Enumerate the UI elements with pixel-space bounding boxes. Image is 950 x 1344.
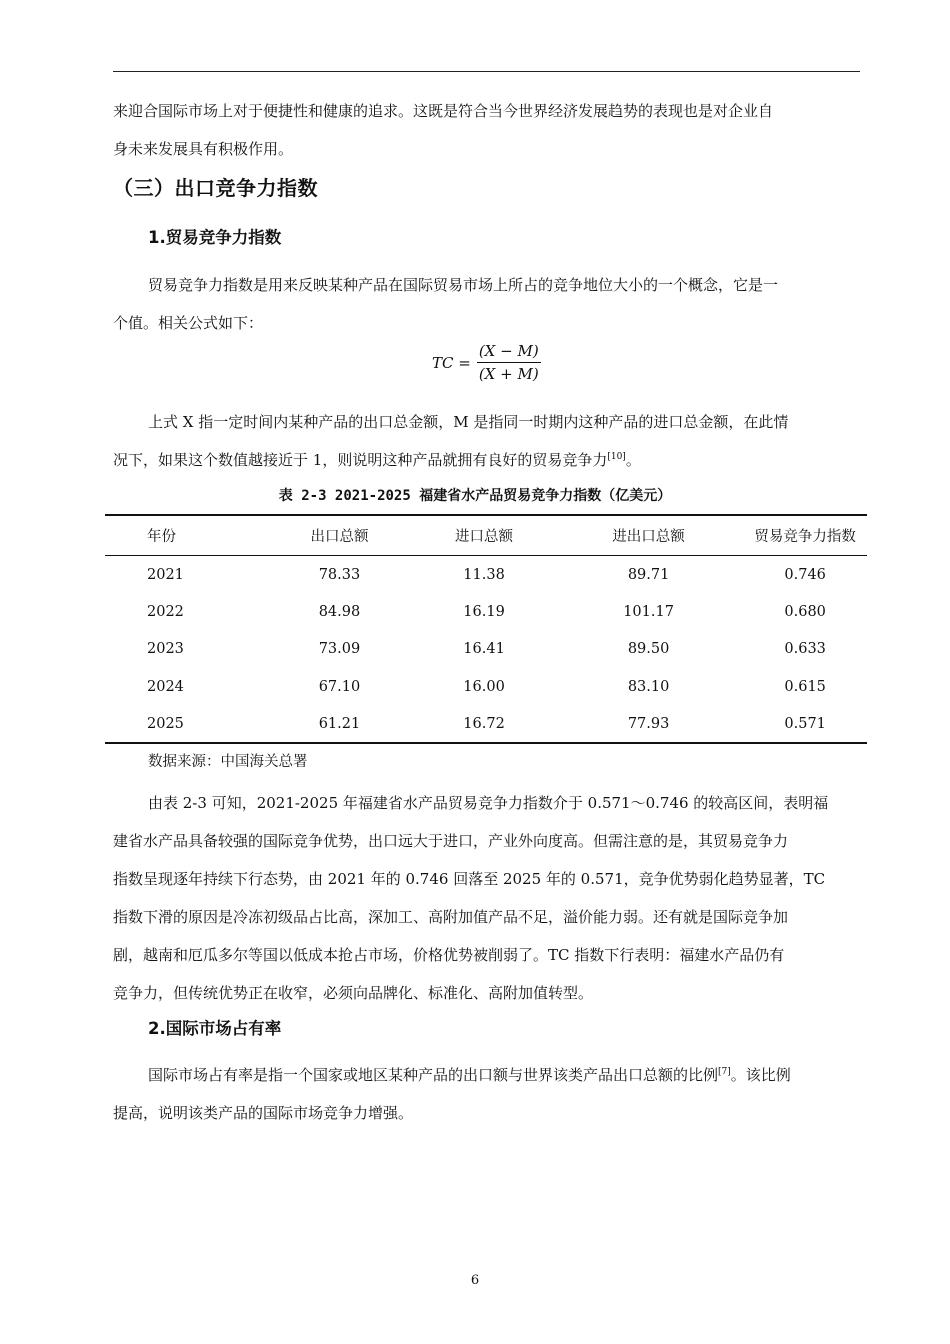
market-share-line-1-text: 国际市场占有率是指一个国家或地区某种产品的出口额与世界该类产品出口总额的比例 (148, 1066, 719, 1084)
cell-tc: 0.615 (784, 678, 826, 695)
analysis-line-4: 指数下滑的原因是冷冻初级品占比高，深加工、高附加值产品不足，溢价能力弱。还有就是国际竞争加 (113, 908, 789, 926)
cell-import: 11.38 (463, 566, 505, 583)
formula-explanation-line-2-text: 况下，如果这个数值越接近于 1，则说明这种产品就拥有良好的贸易竞争力 (113, 451, 608, 469)
header-export-total: 出口总额 (310, 529, 369, 545)
formula-explanation-paragraph (113, 403, 860, 479)
cell-export: 61.21 (318, 715, 361, 732)
table-header-row (105, 515, 867, 556)
cell-year: 2021 (147, 566, 184, 583)
intro-paragraph (113, 92, 860, 168)
cell-export: 84.98 (318, 603, 361, 620)
cell-import: 16.19 (463, 603, 505, 620)
cell-export: 78.33 (318, 566, 361, 583)
analysis-paragraph (113, 784, 860, 1012)
cell-tc: 0.571 (784, 715, 826, 732)
trade-competitiveness-table (105, 514, 867, 744)
cell-total: 83.10 (627, 678, 670, 695)
section-heading: （三）出口竞争力指数 (113, 176, 318, 200)
cell-total: 89.50 (627, 641, 670, 658)
market-share-line-1 (113, 1056, 860, 1094)
cell-import: 16.72 (463, 715, 505, 732)
cell-year: 2022 (147, 603, 184, 620)
table-row (105, 631, 867, 668)
header-trade-total: 进出口总额 (612, 529, 685, 545)
table-row (105, 556, 867, 594)
analysis-line-2: 建省水产品具备较强的国际竞争优势，出口远大于进口，产业外向度高。但需注意的是，其贸易竞争力 (113, 832, 789, 850)
intro-line-1: 来迎合国际市场上对于便捷性和健康的追求。这既是符合当今世界经济发展趋势的表现也是对企业自 (113, 102, 774, 120)
cell-year: 2024 (147, 678, 184, 695)
subsection-heading-trade-competitiveness: 1.贸易竞争力指数 (148, 228, 282, 247)
formula-explanation-line-2 (113, 441, 860, 479)
formula-fraction (477, 340, 541, 385)
tc-definition-paragraph (113, 266, 860, 342)
header-import-total: 进口总额 (455, 529, 514, 545)
cell-tc: 0.680 (784, 603, 826, 620)
cell-import: 16.41 (463, 641, 505, 658)
page-number: 6 (470, 1273, 480, 1288)
market-share-line-2: 提高，说明该类产品的国际市场竞争力增强。 (113, 1104, 414, 1122)
table-row (105, 668, 867, 705)
table-caption: 表 2-3 2021-2025 福建省水产品贸易竞争力指数（亿美元） (278, 488, 672, 504)
analysis-line-5: 剧，越南和厄瓜多尔等国以低成本抢占市场，价格优势被削弱了。TC 指数下行表明：福建水产品仍有 (113, 946, 785, 964)
cell-import: 16.00 (463, 678, 505, 695)
header-rule (113, 71, 860, 72)
cell-total: 89.71 (627, 566, 670, 583)
tc-formula (432, 340, 541, 385)
table-row (105, 593, 867, 630)
header-tc-index: 贸易竞争力指数 (754, 529, 856, 545)
tc-definition-line-2: 个值。相关公式如下： (113, 314, 264, 332)
citation-ref-10: [10] (607, 452, 626, 462)
analysis-line-1: 由表 2-3 可知，2021-2025 年福建省水产品贸易竞争力指数介于 0.571～0.746 的较高区间，表明福 (148, 794, 829, 812)
market-share-paragraph (113, 1056, 860, 1132)
cell-year: 2025 (147, 715, 184, 732)
cell-export: 67.10 (318, 678, 361, 695)
formula-denominator: (X + M) (478, 365, 539, 383)
cell-total: 77.93 (627, 715, 670, 732)
market-share-line-1-end: 。该比例 (730, 1066, 791, 1084)
header-year: 年份 (147, 529, 176, 545)
formula-explanation-line-2-end: 。 (625, 451, 641, 469)
formula-numerator: (X − M) (477, 340, 541, 363)
cell-tc: 0.633 (784, 641, 826, 658)
analysis-line-3: 指数呈现逐年持续下行态势，由 2021 年的 0.746 回落至 2025 年的 0.571，竞争优势弱化趋势显著，TC (113, 870, 826, 888)
formula-lhs: TC = (432, 353, 471, 372)
intro-line-2: 身未来发展具有积极作用。 (113, 140, 294, 158)
analysis-line-6: 竞争力，但传统优势正在收窄，必须向品牌化、标准化、高附加值转型。 (113, 984, 594, 1002)
subsection-heading-market-share: 2.国际市场占有率 (148, 1019, 282, 1038)
cell-year: 2023 (147, 641, 184, 658)
cell-tc: 0.746 (784, 566, 826, 583)
cell-export: 73.09 (318, 641, 361, 658)
tc-definition-line-1: 贸易竞争力指数是用来反映某种产品在国际贸易市场上所占的竞争地位大小的一个概念，它是一 (148, 276, 779, 294)
data-source-note: 数据来源：中国海关总署 (148, 754, 308, 770)
cell-total: 101.17 (623, 603, 674, 620)
formula-explanation-line-1: 上式 X 指一定时间内某种产品的出口总金额，M 是指同一时期内这种产品的进口总金额，在此情 (148, 413, 789, 431)
citation-ref-7: [7] (718, 1067, 731, 1077)
table-row (105, 705, 867, 743)
